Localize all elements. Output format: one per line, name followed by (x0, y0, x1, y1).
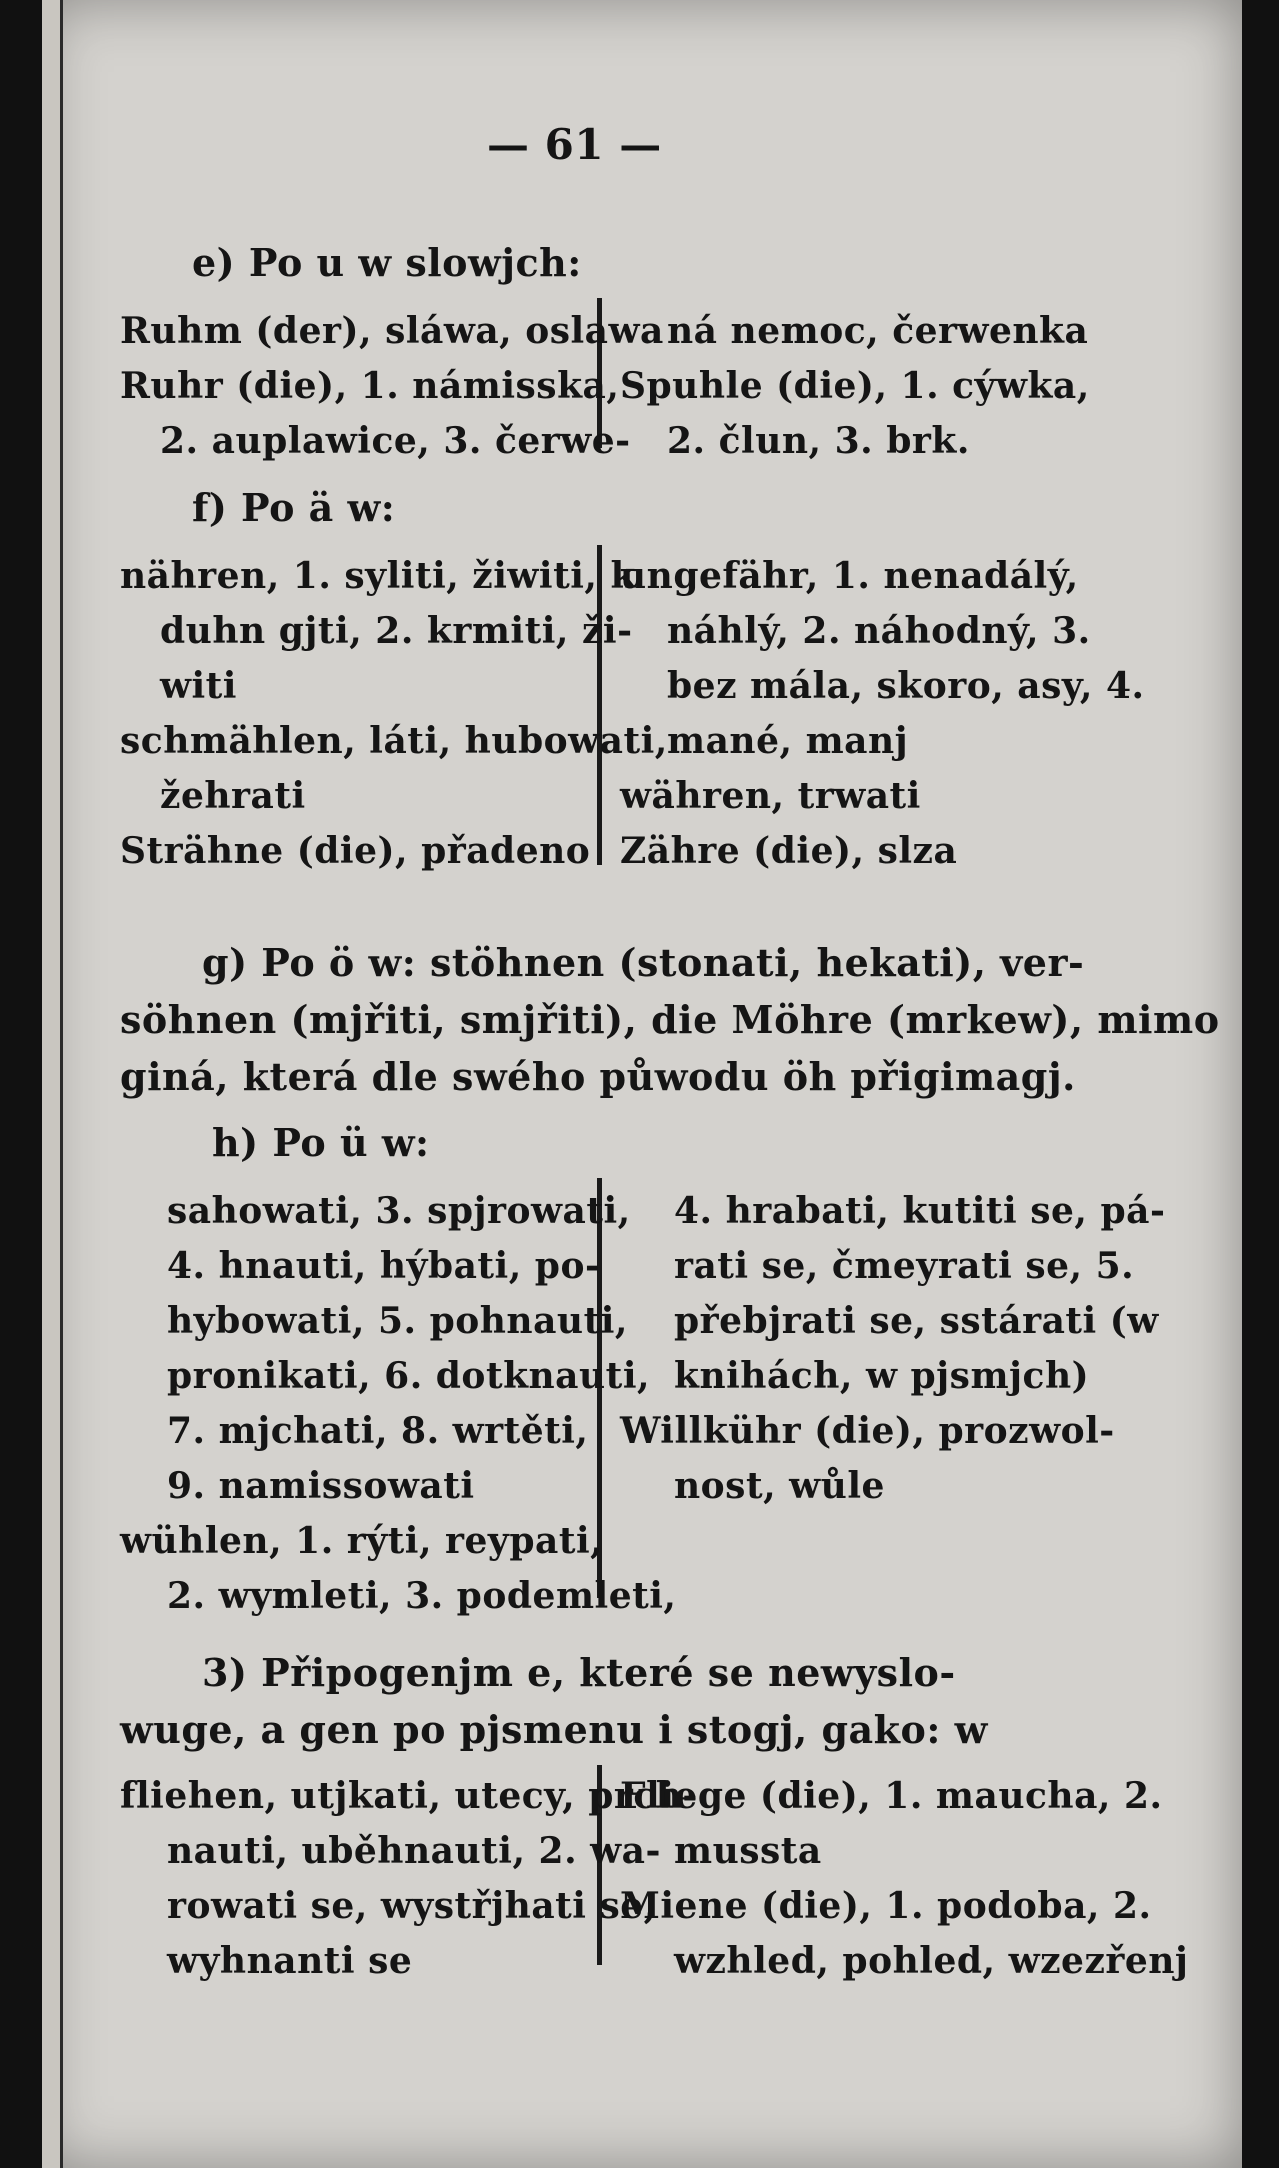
section-e-right-line: 2. člun, 3. brk. (667, 420, 970, 462)
section-e-left-line: Ruhr (die), 1. námisska, (120, 365, 620, 407)
section-g-line: giná, která dle swého půwodu öh přigimagj. (120, 1054, 1076, 1099)
book-page (42, 0, 1242, 2168)
section-e-heading: e) Po u w slowjch: (192, 240, 582, 285)
section-e-right-line: ná nemoc, čerwenka (667, 310, 1089, 352)
section-3-left-line: rowati se, wystřjhati se, (167, 1885, 657, 1927)
section-3-left-line: nauti, uběhnauti, 2. wa- (167, 1830, 661, 1872)
section-h-right-line: nost, wůle (674, 1465, 885, 1507)
section-f-left-line: Strähne (die), přadeno (120, 830, 591, 872)
section-h-left-line: 4. hnauti, hýbati, po- (167, 1245, 601, 1287)
section-f-heading: f) Po ä w: (192, 485, 396, 530)
section-h-left-line: 7. mjchati, 8. wrtěti, (167, 1410, 589, 1452)
section-3-right-line: Miene (die), 1. podoba, 2. (620, 1885, 1152, 1927)
section-f-right-line: ungefähr, 1. nenadálý, (620, 555, 1079, 597)
section-3-line: wuge, a gen po pjsmenu i stogj, gako: w (120, 1707, 988, 1752)
section-3-right-line: wzhled, pohled, wzezřenj (674, 1940, 1189, 1982)
page-number: — 61 — (487, 120, 662, 169)
section-f-left-line: witi (160, 665, 237, 707)
section-f-right-line: bez mála, skoro, asy, 4. (667, 665, 1145, 707)
section-h-left-line: pronikati, 6. dotknauti, (167, 1355, 651, 1397)
section-3-left-line: wyhnanti se (167, 1940, 413, 1982)
section-g-line: söhnen (mjřiti, smjřiti), die Möhre (mrkew), mimo (120, 997, 1220, 1042)
section-3-right-line: Fliege (die), 1. maucha, 2. (620, 1775, 1163, 1817)
section-h-right-line: rati se, čmeyrati se, 5. (674, 1245, 1135, 1287)
section-3-line: 3) Připogenjm e, které se newyslo- (202, 1650, 956, 1695)
section-f-left-line: nähren, 1. syliti, žiwiti, k (120, 555, 636, 597)
section-h-left-line: 2. wymleti, 3. podemleti, (167, 1575, 677, 1617)
section-f-left-line: žehrati (160, 775, 306, 817)
section-3-left-line: fliehen, utjkati, utecy, prch- (120, 1775, 698, 1817)
section-h-left-line: sahowati, 3. spjrowati, (167, 1190, 631, 1232)
section-e-right-line: Spuhle (die), 1. cýwka, (620, 365, 1090, 407)
section-h-right-line: 4. hrabati, kutiti se, pá- (674, 1190, 1166, 1232)
section-3-right-line: mussta (674, 1830, 822, 1872)
section-h-left-line: hybowati, 5. pohnauti, (167, 1300, 628, 1342)
section-f-left-line: schmählen, láti, hubowati, (120, 720, 668, 762)
section-e-left-line: Ruhm (der), sláwa, oslawa (120, 310, 664, 352)
section-e-left-line: 2. auplawice, 3. čerwe- (160, 420, 631, 462)
section-g-line: g) Po ö w: stöhnen (stonati, hekati), ver- (202, 940, 1085, 985)
section-f-left-line: duhn gjti, 2. krmiti, ži- (160, 610, 633, 652)
section-f-right-line: mané, manj (667, 720, 909, 762)
section-h-right-line: knihách, w pjsmjch) (674, 1355, 1090, 1397)
section-h-right-line: přebjrati se, sstárati (w (674, 1300, 1159, 1342)
section-h-left-line: wühlen, 1. rýti, reypati, (120, 1520, 604, 1562)
section-f-right-line: Zähre (die), slza (620, 830, 958, 872)
section-f-right-line: náhlý, 2. náhodný, 3. (667, 610, 1091, 652)
section-f-right-line: währen, trwati (620, 775, 921, 817)
section-h-right-line: Willkühr (die), prozwol- (620, 1410, 1115, 1452)
section-h-heading: h) Po ü w: (212, 1120, 430, 1165)
section-h-left-line: 9. namissowati (167, 1465, 475, 1507)
page-edge-strip (42, 0, 63, 2168)
